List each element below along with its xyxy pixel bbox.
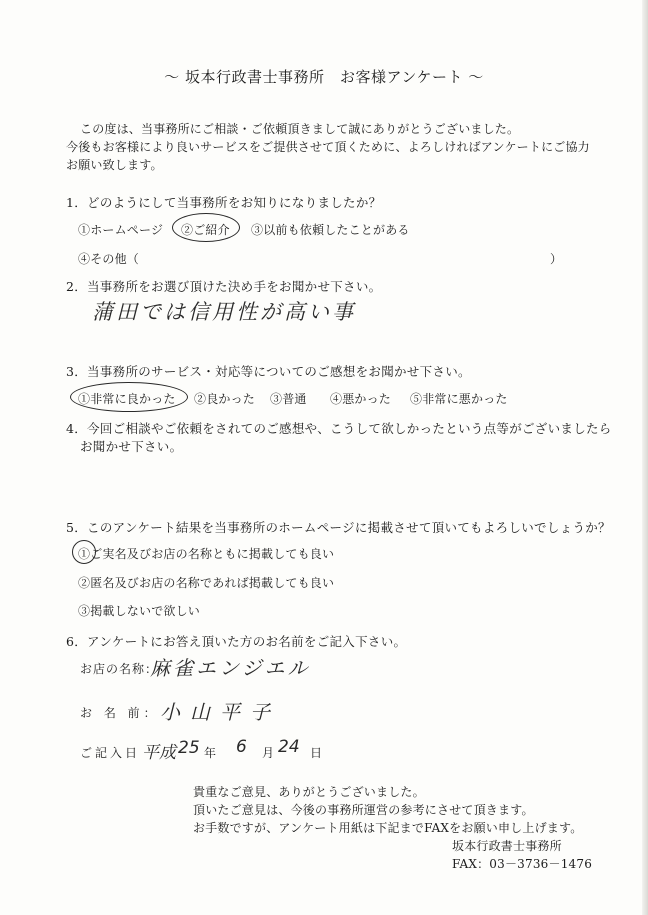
question-5: 5．このアンケート結果を当事務所のホームページに掲載させて頂いてもよろしいでしょうか？ [66,520,611,535]
q3-selection-circle [70,382,188,412]
q5-selection-circle [72,540,96,564]
q3-option-very-good[interactable]: ①非常に良かった [78,392,176,406]
scan-edge-shadow [642,0,648,915]
q5-option-anonymous[interactable]: ②匿名及びお店の名称であれば掲載しても良い [78,576,335,590]
intro-line-3: お願い致します。 [66,158,163,172]
closing-line-2: 頂いたご意見は、今後の事務所運営の参考にさせて頂きます。 [193,803,534,817]
q5-option-real-name[interactable]: ①ご実名及びお店の名称ともに掲載しても良い [78,547,335,561]
question-1: 1．どのようにして当事務所をお知りになりましたか？ [66,195,382,210]
intro-line-1: この度は、当事務所にご相談・ご依頼頂きまして誠にありがとうございました。 [80,122,520,136]
q5-option-no-publish[interactable]: ③掲載しないで欲しい [78,604,201,618]
q3-option-bad[interactable]: ④悪かった [330,392,392,406]
date-year-handwritten: 25 [178,738,200,758]
q2-handwritten-answer: 蒲田では信用性が高い事 [92,300,356,324]
q1-other-close: ） [550,252,563,266]
q1-option-previous-client[interactable]: ③以前も依頼したことがある [251,223,410,237]
shop-name-handwritten: 麻雀エンジエル [150,656,311,680]
intro-line-2: 今後もお客様により良いサービスをご提供させて頂くために、よろしければアンケートにご協力 [66,140,590,154]
question-3: 3．当事務所のサービス・対応等についてのご感想をお聞かせ下さい。 [66,364,471,379]
fax-number: FAX：03－3736－1476 [452,857,593,871]
question-2: 2．当事務所をお選び頂けた決め手をお聞かせ下さい。 [66,279,382,294]
date-month-handwritten: 6 [236,737,247,757]
q1-selection-circle [172,213,240,242]
date-label: ご記入日 [80,746,141,760]
closing-line-1: 貴重なご意見、ありがとうございました。 [193,785,425,799]
office-name: 坂本行政書士事務所 [452,839,562,853]
q3-option-very-bad[interactable]: ⑤非常に悪かった [410,392,508,406]
customer-name-handwritten: 小山平子 [160,700,280,724]
month-unit: 月 [262,746,275,760]
closing-line-3: お手数ですが、アンケート用紙は下記までFAXをお願い申し上げます。 [193,821,583,835]
q1-option-other[interactable]: ④その他（ [78,252,140,266]
day-unit: 日 [310,746,323,760]
page-title: ～ 坂本行政書士事務所 お客様アンケート ～ [164,68,484,86]
question-4-line-2: お聞かせ下さい。 [80,439,183,454]
customer-name-label: お 名 前： [80,706,160,720]
q1-option-referral[interactable]: ②ご紹介 [181,223,230,237]
date-day-handwritten: 24 [278,737,300,757]
date-era-handwritten: 平成 [142,743,176,763]
q3-option-good[interactable]: ②良かった [194,392,256,406]
question-4-line-1: 4．今回ご相談やご依頼をされてのご感想や、こうして欲しかったという点等がございましたら [66,421,612,436]
shop-name-label: お店の名称： [80,662,159,676]
q1-option-homepage[interactable]: ①ホームページ [78,223,164,237]
year-unit: 年 [204,746,217,760]
q3-option-average[interactable]: ③普通 [270,392,307,406]
question-6: 6．アンケートにお答え頂いた方のお名前をご記入下さい。 [66,634,407,649]
